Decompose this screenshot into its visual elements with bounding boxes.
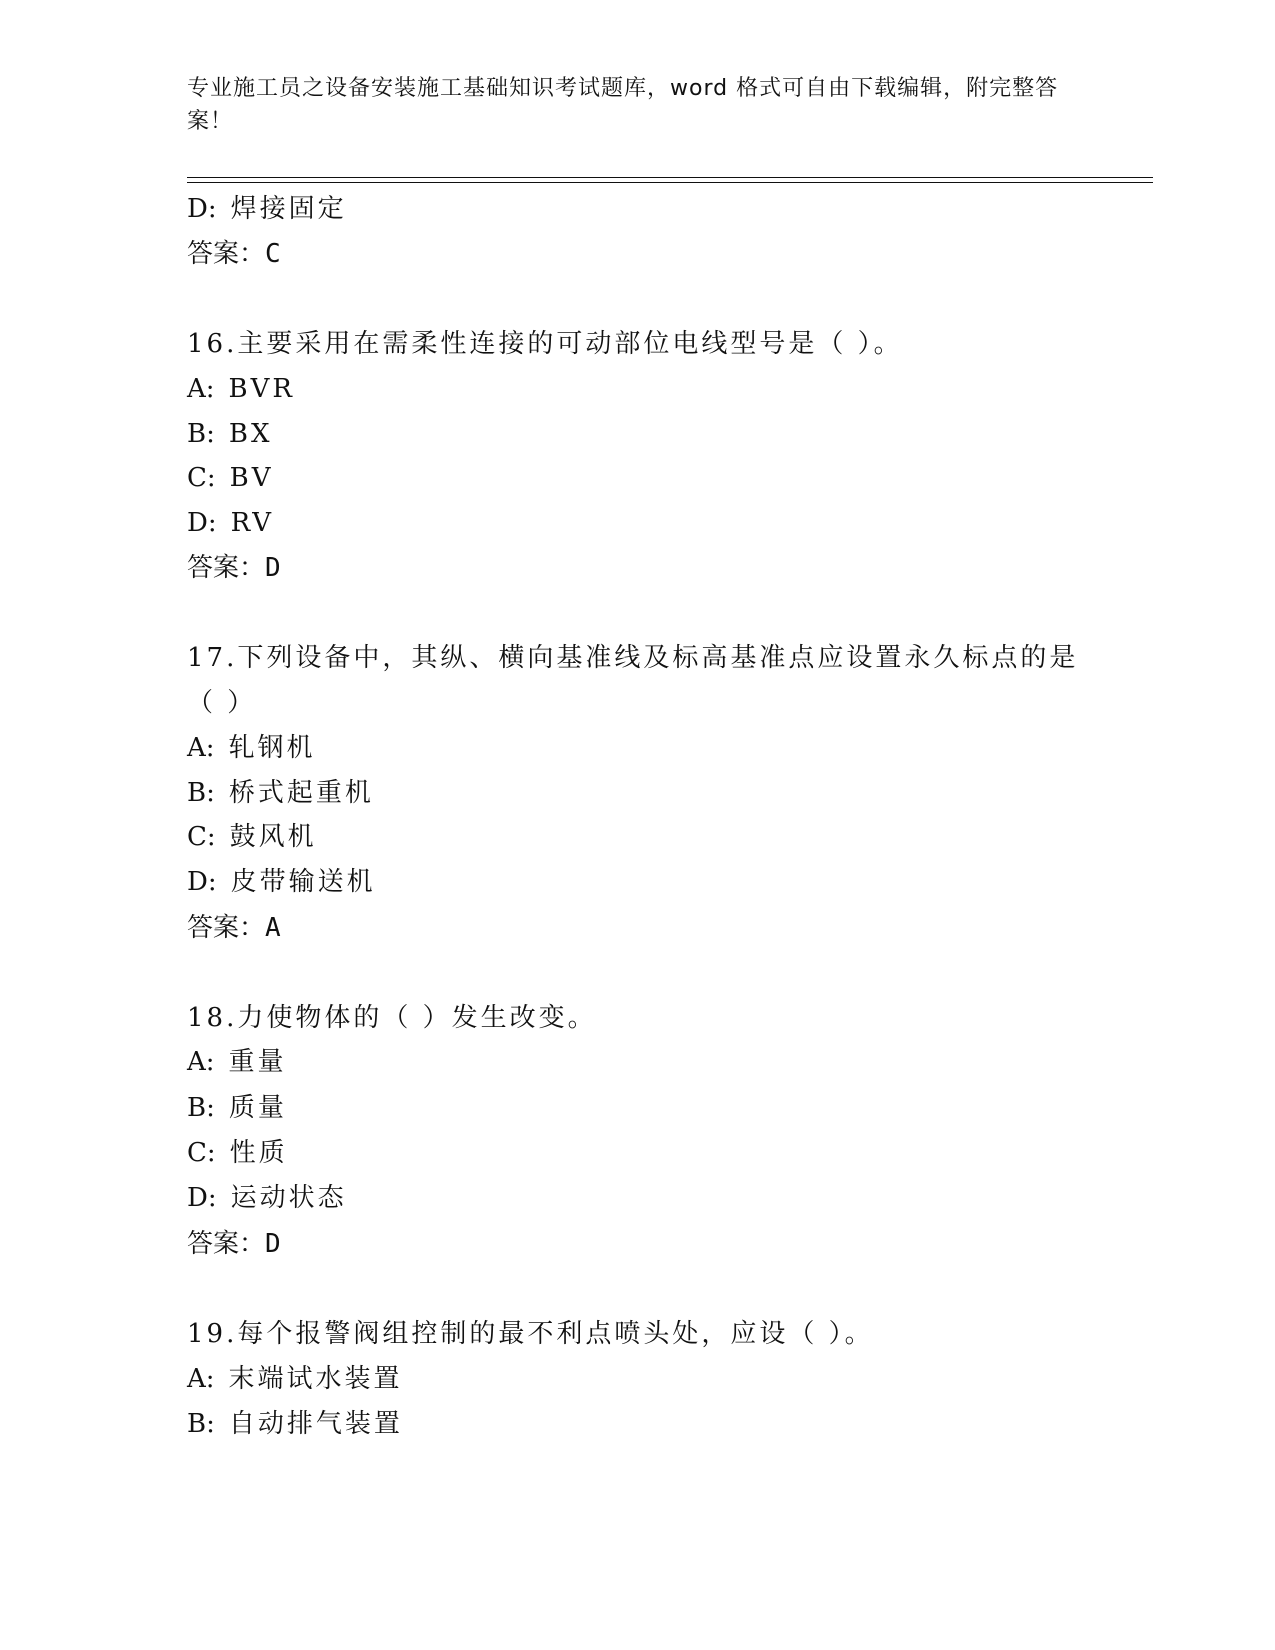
question-18-stem: 18.力使物体的（ ）发生改变。 — [187, 1003, 597, 1033]
option-label: A: — [187, 733, 215, 763]
option-text: BX — [228, 419, 273, 449]
prev-answer — [187, 236, 281, 272]
answer-value: A — [265, 913, 281, 943]
option-text: 轧钢机 — [228, 733, 316, 763]
answer-label: 答案： — [187, 553, 266, 583]
option-text: 自动排气装置 — [228, 1409, 403, 1439]
question-18-option-c — [187, 1135, 288, 1171]
option-text: 末端试水装置 — [228, 1364, 403, 1394]
option-text: 焊接固定 — [230, 194, 347, 224]
answer-label: 答案： — [187, 1229, 266, 1259]
option-text: 鼓风机 — [229, 822, 317, 852]
answer-label: 答案： — [187, 239, 266, 269]
question-18-answer — [187, 1226, 281, 1262]
question-17-option-b — [187, 775, 374, 811]
option-label: B: — [187, 1409, 215, 1439]
option-label: A: — [187, 1047, 215, 1077]
question-17-option-a — [187, 730, 316, 766]
header-rule-bottom — [187, 182, 1153, 183]
answer-value: D — [265, 553, 281, 583]
option-text: 性质 — [229, 1138, 288, 1168]
option-label: A: — [187, 1364, 215, 1394]
option-label: D: — [187, 1183, 217, 1213]
answer-value: C — [265, 239, 281, 269]
question-16-answer — [187, 550, 281, 586]
question-17-stem: 17.下列设备中，其纵、横向基准线及标高基准点应设置永久标点的是 — [187, 643, 1079, 673]
document-header: 专业施工员之设备安装施工基础知识考试题库，word 格式可自由下载编辑，附完整答案！ — [187, 76, 1059, 134]
option-text: 皮带输送机 — [230, 867, 376, 897]
question-16-option-b — [187, 416, 273, 452]
question-16-option-d — [187, 505, 274, 541]
header-rule-top — [187, 177, 1153, 178]
question-18-option-d — [187, 1180, 347, 1216]
question-19-option-b — [187, 1406, 403, 1442]
option-text: 重量 — [228, 1047, 287, 1077]
question-16-option-a — [187, 371, 295, 407]
question-17-answer — [187, 910, 281, 946]
option-text: RV — [230, 508, 275, 538]
option-text: 运动状态 — [230, 1183, 347, 1213]
option-label: D: — [187, 194, 217, 224]
question-17-stem-cont: （ ） — [187, 688, 257, 718]
question-18-option-a — [187, 1044, 287, 1080]
option-label: C: — [187, 822, 216, 852]
option-label: B: — [187, 1093, 215, 1123]
answer-value: D — [265, 1229, 281, 1259]
question-16-option-c — [187, 460, 274, 496]
option-text: 质量 — [228, 1093, 287, 1123]
question-19-option-a — [187, 1361, 403, 1397]
option-text: BVR — [228, 374, 296, 404]
question-16-stem: 16.主要采用在需柔性连接的可动部位电线型号是（ ）。 — [187, 329, 903, 359]
question-18-option-b — [187, 1090, 287, 1126]
option-label: A: — [187, 374, 215, 404]
option-label: D: — [187, 867, 217, 897]
option-label: C: — [187, 1138, 216, 1168]
prev-option-d — [187, 191, 347, 227]
question-17-option-c — [187, 819, 317, 855]
option-label: B: — [187, 419, 215, 449]
option-text: BV — [229, 463, 274, 493]
option-label: C: — [187, 463, 216, 493]
question-19-stem: 19.每个报警阀组控制的最不利点喷头处，应设（ ）。 — [187, 1319, 874, 1349]
option-text: 桥式起重机 — [228, 778, 374, 808]
answer-label: 答案： — [187, 913, 266, 943]
question-17-option-d — [187, 864, 376, 900]
option-label: B: — [187, 778, 215, 808]
option-label: D: — [187, 508, 217, 538]
